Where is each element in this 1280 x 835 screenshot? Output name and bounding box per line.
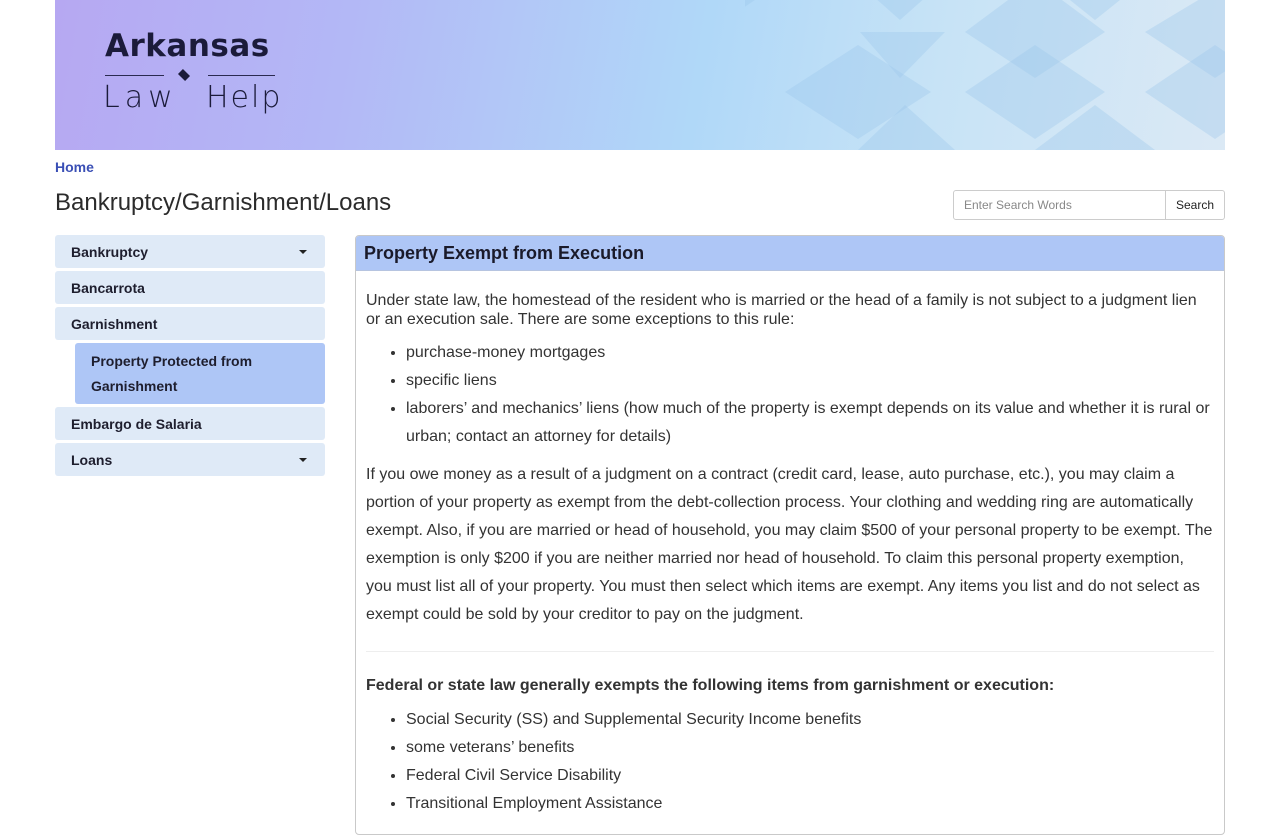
- caret-down-icon[interactable]: [299, 250, 307, 254]
- article-title: Property Exempt from Execution: [356, 236, 1224, 271]
- list-item: • Social Security (SS) and Supplemental Security Income benefits: [406, 706, 1214, 734]
- federal-exemptions-list: [366, 706, 1214, 818]
- breadcrumb-home-link[interactable]: Home: [55, 159, 94, 175]
- sidebar-item-garnishment[interactable]: [55, 307, 325, 340]
- logo-text-help: Help: [206, 80, 283, 115]
- sidebar-item-label: Bankruptcy: [71, 243, 149, 260]
- article-body: [356, 271, 1224, 818]
- sidebar-item-loans[interactable]: [55, 443, 325, 476]
- sidebar-item-label: Property Protected from Garnishment: [91, 353, 253, 394]
- caret-down-icon[interactable]: [299, 458, 307, 462]
- sidebar-item-bancarrota[interactable]: [55, 271, 325, 304]
- list-item: • specific liens: [406, 367, 1214, 395]
- site-banner: [55, 0, 1225, 150]
- intro-paragraph: Under state law, the homestead of the resident who is married or the head of a family is not subject to a judgment lien or an execution sale. There are some exceptions to this rule:: [366, 292, 1197, 328]
- list-item: • laborers’ and mechanics’ liens (how much of the property is exempt depends on its value and whether it is rural or urban; contact an attorney for details): [406, 395, 1214, 451]
- sidebar-subitem-property-protected[interactable]: [75, 343, 325, 404]
- sidebar-item-bankruptcy[interactable]: [55, 235, 325, 268]
- federal-exemptions-heading: Federal or state law generally exempts the following items from garnishment or execution:: [366, 677, 1055, 694]
- search-form: [953, 190, 1225, 220]
- search-button[interactable]: Search: [1165, 191, 1224, 219]
- logo-text-law: Law: [103, 80, 178, 115]
- article-panel: [355, 235, 1225, 835]
- page-title: Bankruptcy/Garnishment/Loans: [55, 189, 392, 216]
- exceptions-list: [366, 339, 1214, 451]
- list-item: • Transitional Employment Assistance: [406, 790, 1214, 818]
- list-item: • purchase-money mortgages: [406, 339, 1214, 367]
- sidebar-item-label: Embargo de Salaria: [71, 415, 202, 432]
- search-input[interactable]: [954, 191, 1165, 219]
- sidebar-item-embargo-de-salaria[interactable]: [55, 407, 325, 440]
- sidebar-nav: [55, 235, 325, 479]
- sidebar-item-label: Garnishment: [71, 315, 158, 332]
- logo-rule-left: [105, 75, 164, 76]
- sidebar-item-label: Bancarrota: [71, 279, 145, 296]
- logo-text-arkansas: Arkansas: [105, 28, 270, 64]
- logo-diamond-icon: [178, 69, 190, 81]
- arkansas-law-help-logo[interactable]: [103, 28, 283, 123]
- list-item: • Federal Civil Service Disability: [406, 762, 1214, 790]
- judgment-paragraph: If you owe money as a result of a judgment on a contract (credit card, lease, auto purchase, etc.), you may claim a portion of your property as exempt from the debt-collection process. Your clothing and wedding ring are automatically exempt. Also, if you are married or head of household, you may claim $500 of your personal property to be exempt. The exemption is only $200 if you are neither married nor head of household. To claim this personal property exemption, you must list all of your property. You must then select which items are exempt. Any items you list and do not select as exempt could be sold by your creditor to pay on the judgment.: [366, 466, 1213, 623]
- diamond-pattern-decoration: [745, 0, 1225, 150]
- list-item: • some veterans’ benefits: [406, 734, 1214, 762]
- sidebar-item-label: Loans: [71, 451, 113, 468]
- logo-rule-right: [208, 75, 275, 76]
- section-divider: [366, 651, 1214, 652]
